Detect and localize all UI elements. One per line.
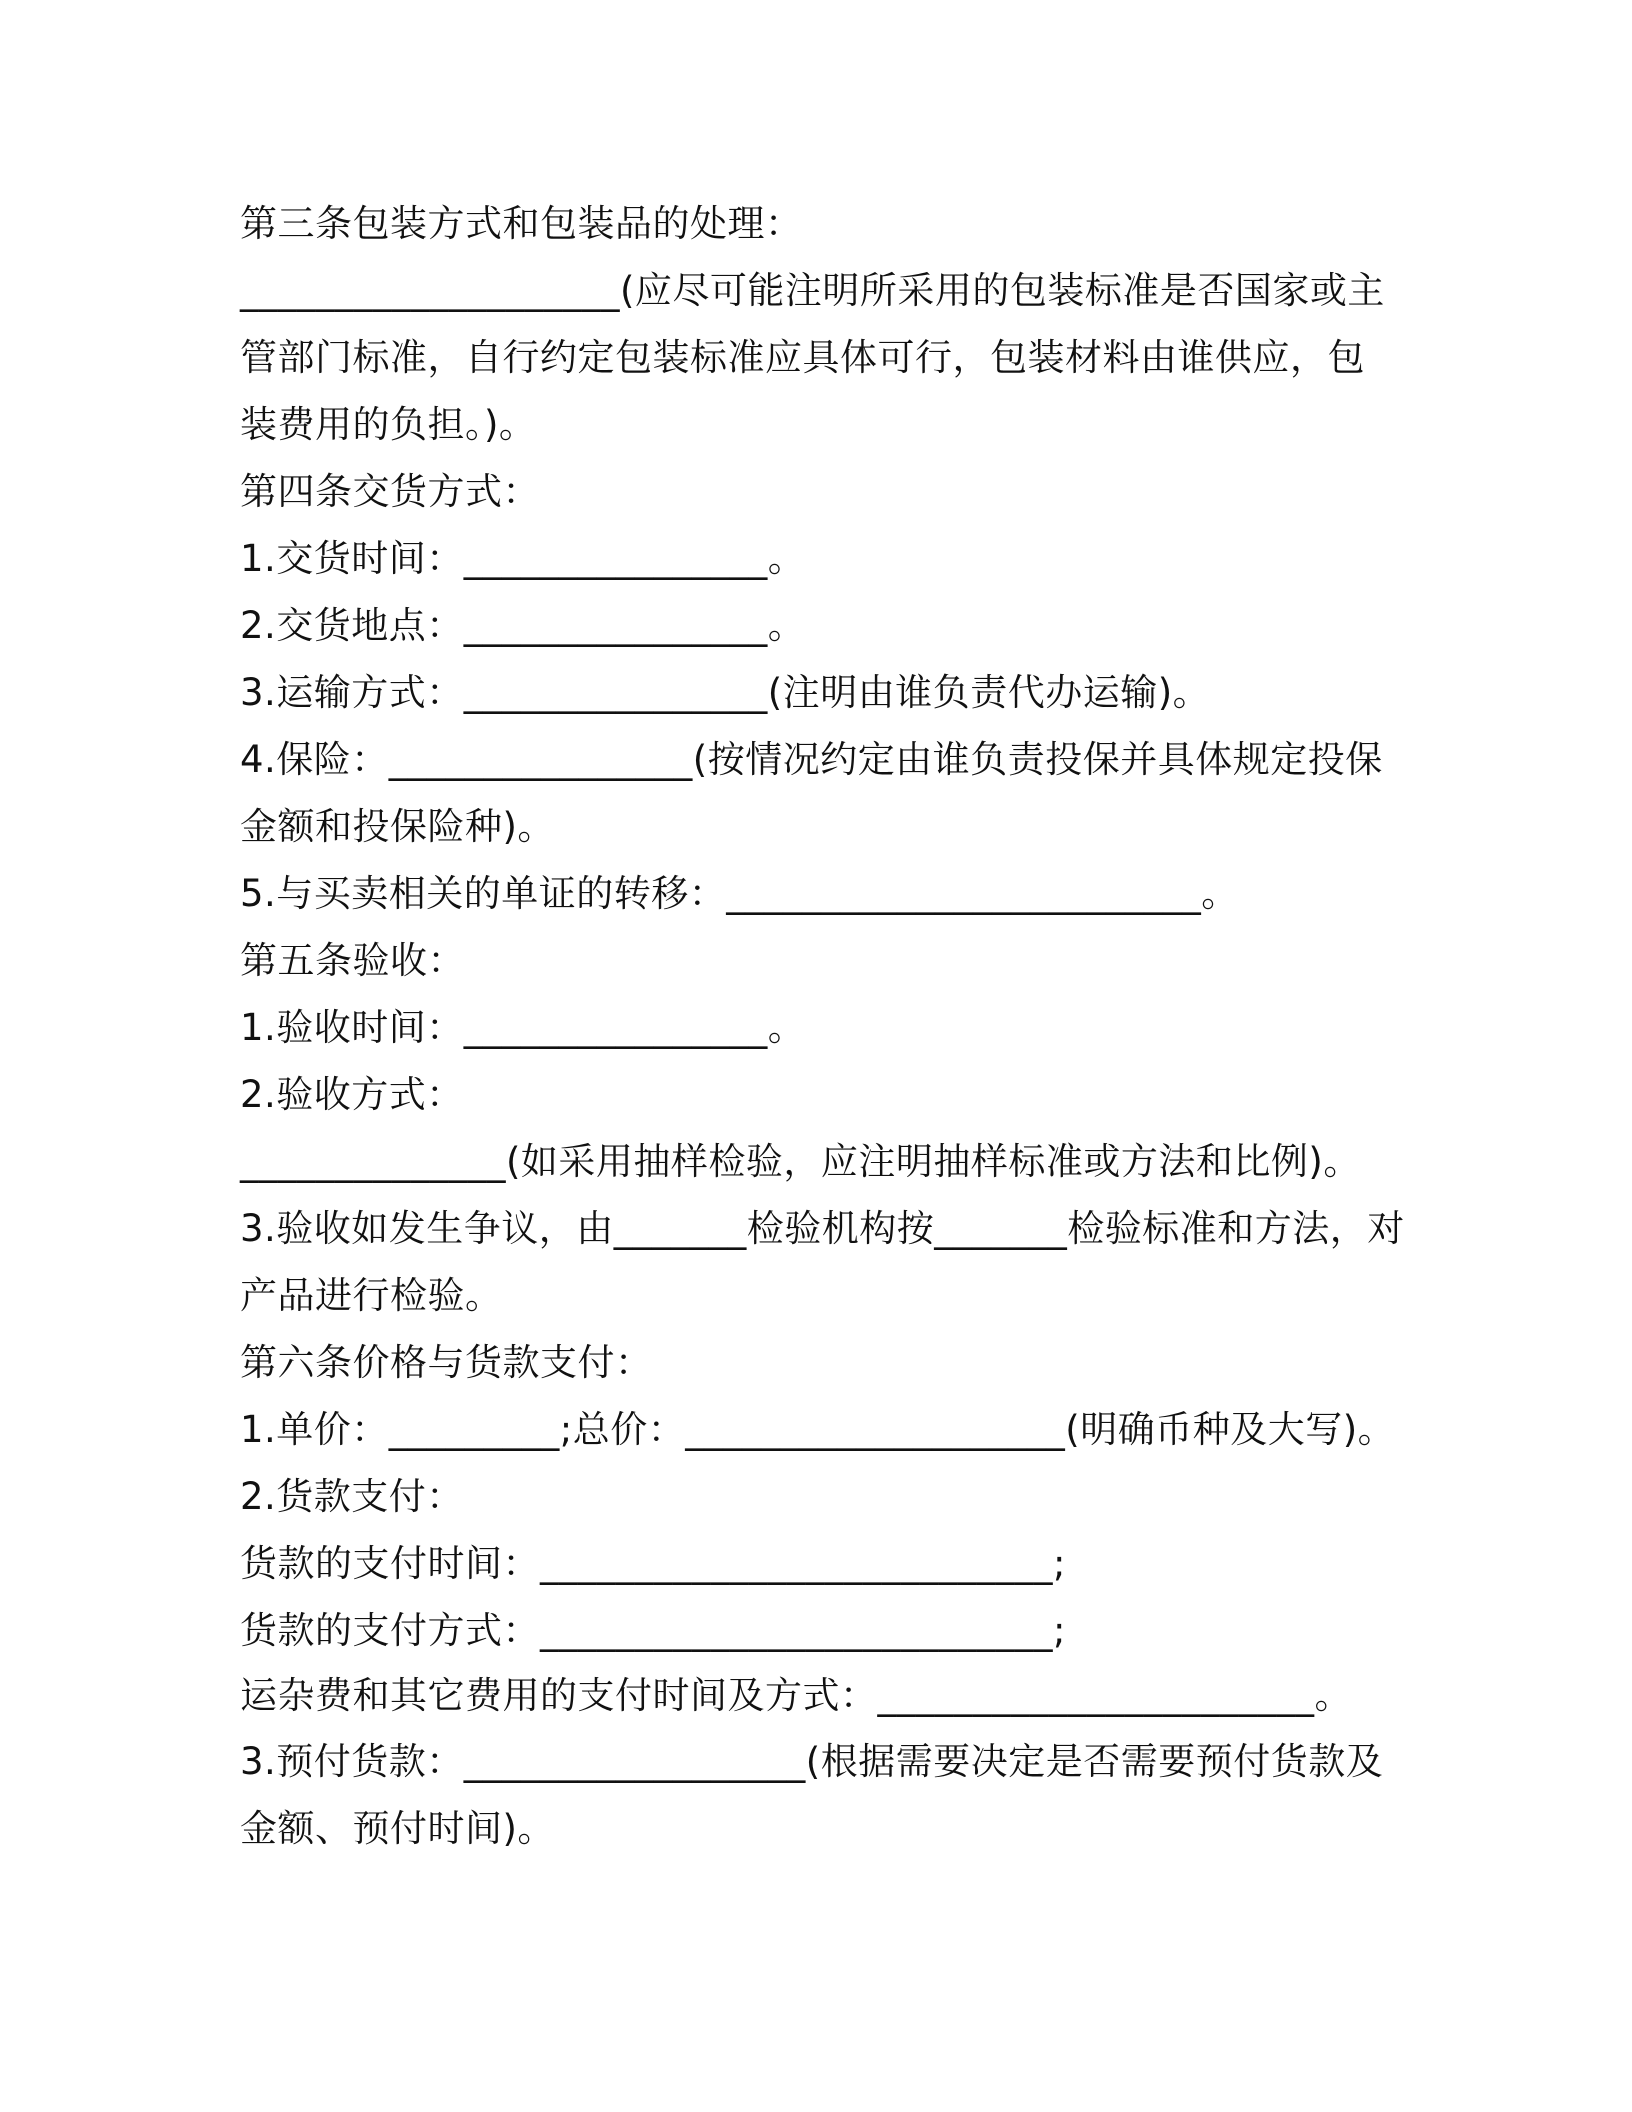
- insurance-line-1: 4.保险：________________(按情况约定由谁负责投保并具体规定投保: [240, 738, 1383, 781]
- packaging-text-line-1: ____________________(应尽可能注明所采用的包装标准是否国家或主: [240, 269, 1385, 312]
- advance-payment-line-2: 金额、预付时间)。: [240, 1807, 555, 1850]
- packaging-text-line-2: 管部门标准，自行约定包装标准应具体可行，包装材料由谁供应，包: [240, 336, 1365, 379]
- advance-payment-line-1: 3.预付货款：__________________(根据需要决定是否需要预付货款及: [240, 1740, 1384, 1783]
- inspection-method-line: 2.验收方式：: [240, 1073, 464, 1116]
- delivery-time-line: 1.交货时间：________________。: [240, 537, 806, 580]
- dispute-inspection-line-2: 产品进行检验。: [240, 1274, 503, 1317]
- payment-time-line: 货款的支付时间：___________________________;: [240, 1542, 1066, 1585]
- inspection-sampling-line: ______________(如采用抽样检验，应注明抽样标准或方法和比例)。: [240, 1140, 1361, 1183]
- article-4-heading: 第四条交货方式：: [240, 470, 540, 513]
- transport-method-line: 3.运输方式：________________(注明由谁负责代办运输)。: [240, 671, 1211, 714]
- dispute-inspection-line-1: 3.验收如发生争议，由_______检验机构按_______检验标准和方法，对: [240, 1207, 1405, 1250]
- other-fees-line: 运杂费和其它费用的支付时间及方式：_______________________。: [240, 1674, 1352, 1717]
- payment-heading: 2.货款支付：: [240, 1475, 464, 1518]
- article-6-heading: 第六条价格与货款支付：: [240, 1341, 653, 1384]
- delivery-place-line: 2.交货地点：________________。: [240, 604, 806, 647]
- packaging-text-line-3: 装费用的负担。)。: [240, 403, 537, 446]
- payment-method-line: 货款的支付方式：___________________________;: [240, 1609, 1066, 1652]
- inspection-time-line: 1.验收时间：________________。: [240, 1006, 806, 1049]
- document-body: [240, 190, 1405, 1862]
- article-3-heading: 第三条包装方式和包装品的处理：: [240, 202, 803, 245]
- insurance-line-2: 金额和投保险种)。: [240, 805, 555, 848]
- price-line: 1.单价：_________;总价：____________________(明确币种及大写)。: [240, 1408, 1396, 1451]
- article-5-heading: 第五条验收：: [240, 939, 465, 982]
- document-transfer-line: 5.与买卖相关的单证的转移：_________________________。: [240, 872, 1239, 915]
